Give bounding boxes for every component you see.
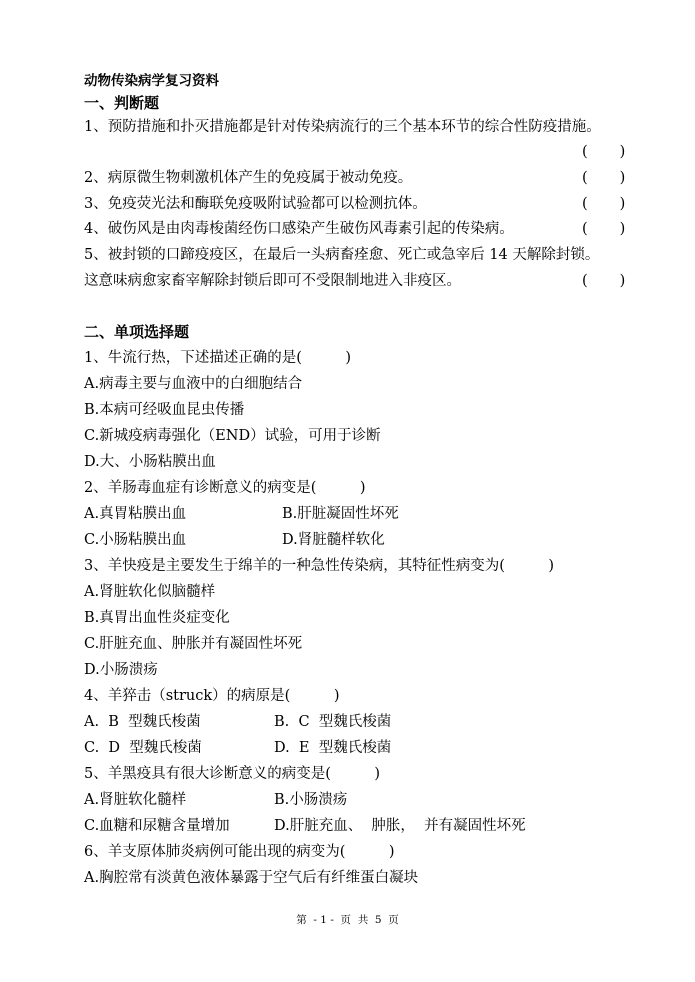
mc-question-3: 3、羊快疫是主要发生于绵羊的一种急性传染病，其特征性病变为( ) <box>84 558 555 574</box>
tf-answer-blank-5: ( ) <box>582 273 626 289</box>
document-title: 动物传染病学复习资料 <box>84 73 219 89</box>
tf-question-2: 2、病原微生物刺激机体产生的免疫属于被动免疫。 <box>84 170 413 186</box>
mc-q6-option-a: A.胸腔常有淡黄色液体暴露于空气后有纤维蛋白凝块 <box>84 870 419 886</box>
tf-question-4: 4、破伤风是由肉毒梭菌经伤口感染产生破伤风毒素引起的传染病。 <box>84 221 514 237</box>
mc-q5-option-b: B.小肠溃疡 <box>274 792 348 808</box>
mc-q2-option-a: A.真胃粘膜出血 <box>84 506 187 522</box>
tf-answer-blank-4: ( ) <box>582 221 626 237</box>
mc-q4-option-d: D. E 型魏氏梭菌 <box>274 740 392 756</box>
tf-question-5: 5、被封锁的口蹄疫疫区，在最后一头病畜痊愈、死亡或急宰后 14 天解除封锁。 <box>84 247 600 263</box>
mc-question-6: 6、羊支原体肺炎病例可能出现的病变为( ) <box>84 844 395 860</box>
mc-q3-option-d: D.小肠溃疡 <box>84 662 158 678</box>
tf-answer-blank-2: ( ) <box>582 170 626 186</box>
mc-q3-option-c: C.肝脏充血、肿胀并有凝固性坏死 <box>84 636 303 652</box>
mc-q1-option-a: A.病毒主要与血液中的白细胞结合 <box>84 376 303 392</box>
mc-question-2: 2、羊肠毒血症有诊断意义的病变是( ) <box>84 480 366 496</box>
mc-q2-option-b: B.肝脏凝固性坏死 <box>282 506 399 522</box>
page-footer: 第 - 1 - 页 共 5 页 <box>296 914 399 926</box>
mc-q4-option-b: B. C 型魏氏梭菌 <box>274 714 392 730</box>
section2-heading: 二、单项选择题 <box>84 323 190 341</box>
mc-question-5: 5、羊黑疫具有很大诊断意义的病变是( ) <box>84 766 381 782</box>
mc-q4-option-c: C. D 型魏氏梭菌 <box>84 740 202 756</box>
mc-q1-option-c: C.新城疫病毒强化（END）试验，可用于诊断 <box>84 428 381 444</box>
mc-q5-option-c: C.血糖和尿糖含量增加 <box>84 818 230 834</box>
mc-q1-option-b: B.本病可经吸血昆虫传播 <box>84 402 245 418</box>
mc-q1-option-d: D.大、小肠粘膜出血 <box>84 454 216 470</box>
tf-question-5-continued: 这意味病愈家畜宰解除封锁后即可不受限制地进入非疫区。 <box>84 273 461 289</box>
tf-answer-blank-3: ( ) <box>582 196 626 212</box>
mc-q2-option-c: C.小肠粘膜出血 <box>84 532 187 548</box>
tf-question-1: 1、预防措施和扑灭措施都是针对传染病流行的三个基本环节的综合性防疫措施。 <box>84 119 601 135</box>
section1-heading: 一、判断题 <box>84 94 160 112</box>
mc-q3-option-a: A.肾脏软化似脑髓样 <box>84 584 216 600</box>
tf-question-3: 3、免疫荧光法和酶联免疫吸附试验都可以检测抗体。 <box>84 196 427 212</box>
mc-question-1: 1、牛流行热，下述描述正确的是( ) <box>84 350 352 366</box>
mc-q5-option-a: A.肾脏软化髓样 <box>84 792 187 808</box>
mc-q2-option-d: D.肾脏髓样软化 <box>282 532 385 548</box>
mc-question-4: 4、羊猝击（struck）的病原是( ) <box>84 688 340 704</box>
mc-q5-option-d: D.肝脏充血、 肿胀， 并有凝固性坏死 <box>274 818 526 834</box>
mc-q4-option-a: A. B 型魏氏梭菌 <box>84 714 201 730</box>
mc-q3-option-b: B.真胃出血性炎症变化 <box>84 610 230 626</box>
tf-answer-blank-1: ( ) <box>582 144 626 160</box>
